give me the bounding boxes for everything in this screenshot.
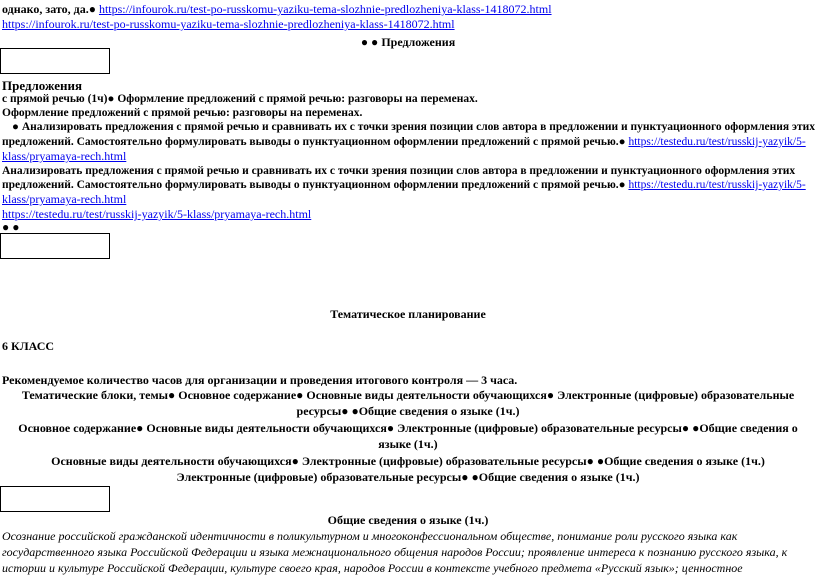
row-1b: Оформление предложений с прямой речью: разговоры на переменах. bbox=[117, 93, 478, 105]
section-title: Предложения bbox=[2, 78, 83, 93]
link-testedu-1[interactable]: https://testedu.ru/test/russkij-yazyik/5- bbox=[628, 136, 806, 148]
row-7-text: предложений. Самостоятельно формулировать выводы о пунктуационном оформлении предложений с прямой речью. bbox=[2, 179, 619, 191]
row-8 bbox=[2, 192, 126, 207]
bullet: ● bbox=[88, 2, 96, 16]
header-row-1: Тематические блоки, темы● Основное содержание● Основные виды деятельности обучающихся● Электронные (цифровые) образовательные bbox=[21, 388, 795, 402]
header-row-3: Основное содержание● Основные виды деятельности обучающихся● Электронные (цифровые) образовательные ресурсы● ●Общие сведения о bbox=[18, 421, 798, 435]
topic-title: Общие сведения о языке (1ч.) bbox=[327, 513, 489, 527]
heading-predlozheniya bbox=[0, 35, 816, 50]
bullets: ● ● bbox=[360, 35, 379, 49]
header-row-2: ресурсы● ●Общие сведения о языке (1ч.) bbox=[296, 404, 520, 418]
empty-box-1 bbox=[0, 48, 110, 74]
header-row-5: Основные виды деятельности обучающихся● Электронные (цифровые) образовательные ресурсы● ●Общие сведения о языке (1ч.) bbox=[51, 454, 765, 468]
paragraph-line-2: государственного языка Российской Федерации и языка межнационального общения народов России; проявление интереса к познанию русского языка, к bbox=[2, 545, 788, 559]
link-testedu-1b[interactable]: klass/pryamaya-rech.html bbox=[2, 149, 127, 163]
row-10: ● ● bbox=[2, 220, 20, 234]
intro-text: однако, зато, да. bbox=[2, 2, 89, 16]
link-testedu-3[interactable]: https://testedu.ru/test/russkij-yazyik/5-klass/pryamaya-rech.html bbox=[2, 207, 312, 221]
intro-line bbox=[2, 2, 552, 17]
link-infourok-1[interactable]: https://infourok.ru/test-po-russkomu-yaziku-tema-slozhnie-predlozheniya-klass-1418072.html bbox=[98, 2, 552, 16]
link-testedu-2[interactable]: https://testedu.ru/test/russkij-yazyik/5- bbox=[628, 179, 806, 191]
hours-text: Рекомендуемое количество часов для организации и проведения итогового контроля — 3 часа. bbox=[2, 373, 518, 387]
header-row-6: Электронные (цифровые) образовательные ресурсы● ●Общие сведения о языке (1ч.) bbox=[176, 470, 640, 484]
row-3-text: Анализировать предложения с прямой речью и сравнивать их с точки зрения позиции слов автора в предложении и пунктуационного оформления этих bbox=[21, 121, 815, 133]
paragraph-line-3: истории и культуре Российской Федерации, культуре своего края, народов России в контексте учебного предмета «Русский язык»; ценностное bbox=[2, 561, 743, 575]
row-2: Оформление предложений с прямой речью: разговоры на переменах. bbox=[2, 107, 363, 119]
row-1: с прямой речью (1ч)● Оформление предложений с прямой речью: разговоры на переменах. bbox=[2, 93, 478, 105]
header-row-4: языке (1ч.) bbox=[378, 437, 438, 451]
row-4: предложений. Самостоятельно формулировать выводы о пунктуационном оформлении предложений с прямой речью.● https://testedu.ru/test/russkij-yazyik/5- bbox=[2, 136, 806, 148]
link-line bbox=[2, 17, 455, 32]
row-7: предложений. Самостоятельно формулировать выводы о пунктуационном оформлении предложений с прямой речью.● https://testedu.ru/test/russkij-yazyik/5- bbox=[2, 179, 806, 191]
row-9 bbox=[2, 207, 311, 222]
row-6: Анализировать предложения с прямой речью и сравнивать их с точки зрения позиции слов автора в предложении и пунктуационного оформления этих bbox=[2, 165, 796, 177]
heading-text: Предложения bbox=[381, 35, 456, 49]
row-5 bbox=[2, 149, 126, 164]
empty-box-2 bbox=[0, 233, 110, 259]
thematic-title: Тематическое планирование bbox=[330, 307, 486, 321]
grade-label: 6 КЛАСС bbox=[2, 339, 55, 353]
link-testedu-2b[interactable]: klass/pryamaya-rech.html bbox=[2, 192, 127, 206]
empty-box-3 bbox=[0, 486, 110, 512]
row-1a: с прямой речью (1ч) bbox=[2, 93, 108, 105]
row-4-text: предложений. Самостоятельно формулировать выводы о пунктуационном оформлении предложений с прямой речью. bbox=[2, 136, 619, 148]
paragraph-line-1: Осознание российской гражданской идентичности в поликультурном и многоконфессиональном обществе, понимание роли русского языка как bbox=[2, 529, 738, 543]
row-3: ● Анализировать предложения с прямой речью и сравнивать их с точки зрения позиции слов автора в предложении и пунктуационного оформления этих bbox=[12, 121, 815, 133]
link-infourok-2[interactable]: https://infourok.ru/test-po-russkomu-yaziku-tema-slozhnie-predlozheniya-klass-1418072.html bbox=[2, 17, 455, 31]
